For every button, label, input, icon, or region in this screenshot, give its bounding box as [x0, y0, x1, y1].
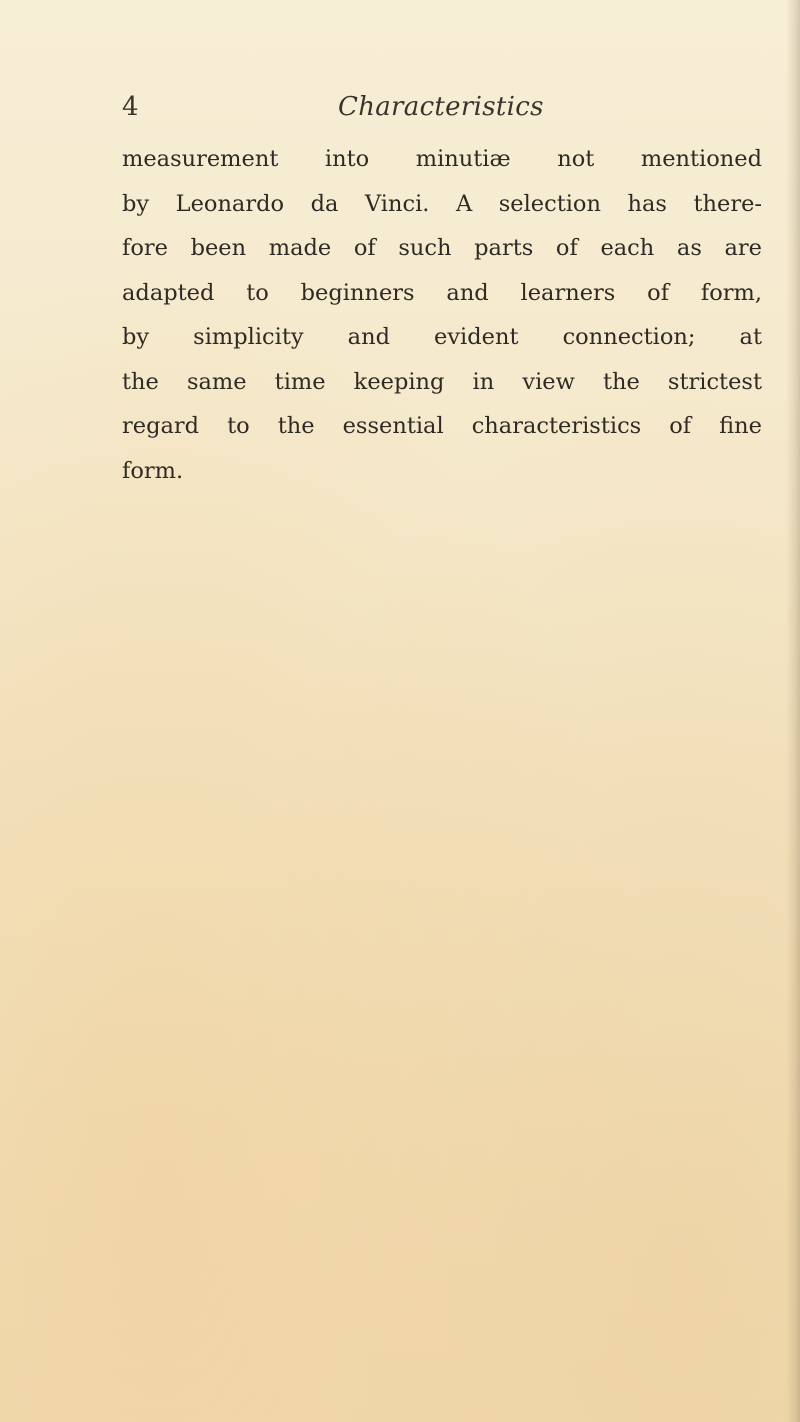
- text-line: by Leonardo da Vinci. A selection has there-: [122, 190, 762, 217]
- text-line: adapted to beginners and learners of form,: [122, 279, 762, 306]
- text-line: regard to the essential characteristics of fine: [122, 413, 762, 439]
- text-line: fore been made of such parts of each as are: [122, 235, 762, 261]
- running-head-title: Characteristics: [338, 92, 544, 122]
- page-number: 4: [122, 92, 139, 122]
- text-line: measurement into minutiæ not mentioned: [122, 146, 762, 172]
- page-header: [122, 92, 762, 136]
- page-edge-shadow: [786, 0, 800, 1422]
- text-line: the same time keeping in view the strictest: [122, 368, 762, 395]
- text-line: by simplicity and evident connection; at: [122, 324, 762, 350]
- text-line: form.: [122, 457, 184, 484]
- body-paragraph: [122, 137, 762, 493]
